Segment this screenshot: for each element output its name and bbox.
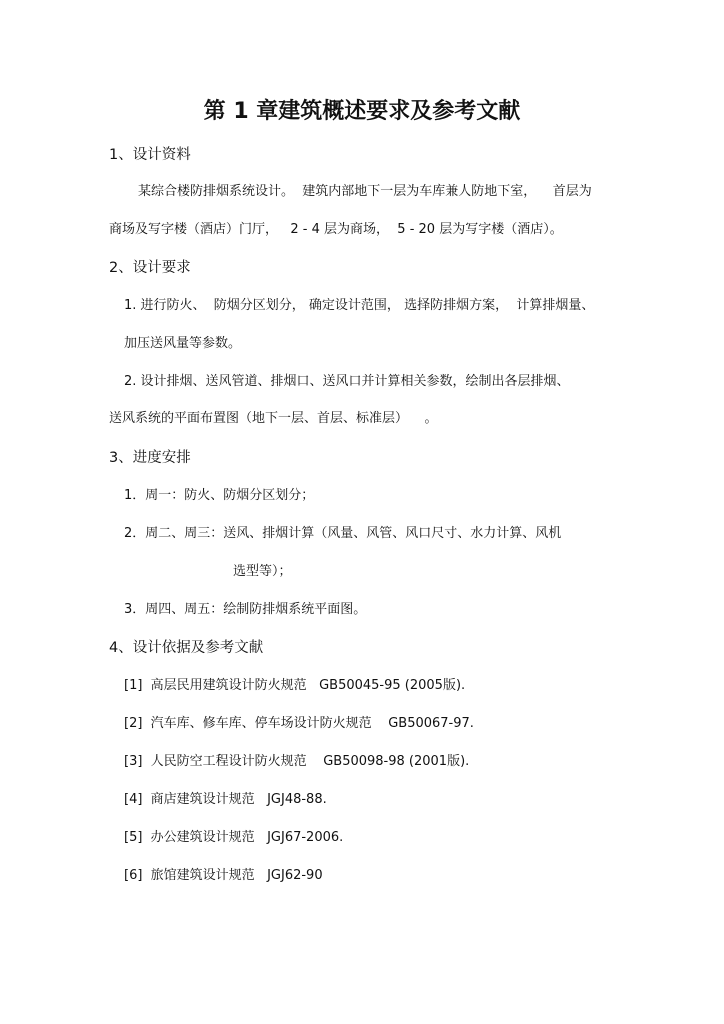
paragraph-line: 某综合楼防排烟系统设计。 建筑内部地下一层为车库兼人防地下室， 首层为 — [138, 184, 592, 199]
section-heading-references: 4、设计依据及参考文献 — [109, 640, 264, 656]
section-heading-design-data: 1、设计资料 — [109, 147, 191, 163]
reference-item: [1] 高层民用建筑设计防火规范 GB50045-95 (2005版). — [124, 678, 466, 693]
paragraph-line: 商场及写字楼（酒店）门厅， 2 - 4 层为商场， 5 - 20 层为写字楼（酒店）。 — [109, 222, 563, 237]
reference-item: [5] 办公建筑设计规范 JGJ67-2006. — [124, 830, 344, 845]
paragraph-line: 加压送风量等参数。 — [124, 336, 242, 351]
reference-item: [6] 旅馆建筑设计规范 JGJ62-90 — [124, 868, 323, 883]
reference-item: [2] 汽车库、修车库、停车场设计防火规范 GB50067-97. — [124, 716, 474, 731]
paragraph-line: 送风系统的平面布置图（地下一层、首层、标准层） 。 — [109, 411, 438, 426]
schedule-item: 1．周一：防火、防烟分区划分； — [124, 488, 315, 503]
schedule-item-continuation: 选型等）； — [233, 564, 292, 579]
reference-item: [4] 商店建筑设计规范 JGJ48-88. — [124, 792, 327, 807]
paragraph-line: 1. 进行防火、 防烟分区划分， 确定设计范围， 选择防排烟方案， 计算排烟量、 — [124, 298, 595, 313]
page-title: 第 1 章建筑概述要求及参考文献 — [203, 99, 521, 124]
section-heading-schedule: 3、进度安排 — [109, 450, 191, 466]
schedule-item: 2．周二、周三：送风、排烟计算（风量、风管、风口尺寸、水力计算、风机 — [124, 526, 562, 541]
reference-item: [3] 人民防空工程设计防火规范 GB50098-98 (2001版). — [124, 754, 470, 769]
schedule-item: 3．周四、周五：绘制防排烟系统平面图。 — [124, 602, 367, 617]
paragraph-line: 2. 设计排烟、送风管道、排烟口、送风口并计算相关参数，绘制出各层排烟、 — [124, 374, 570, 389]
section-heading-design-requirements: 2、设计要求 — [109, 260, 191, 276]
